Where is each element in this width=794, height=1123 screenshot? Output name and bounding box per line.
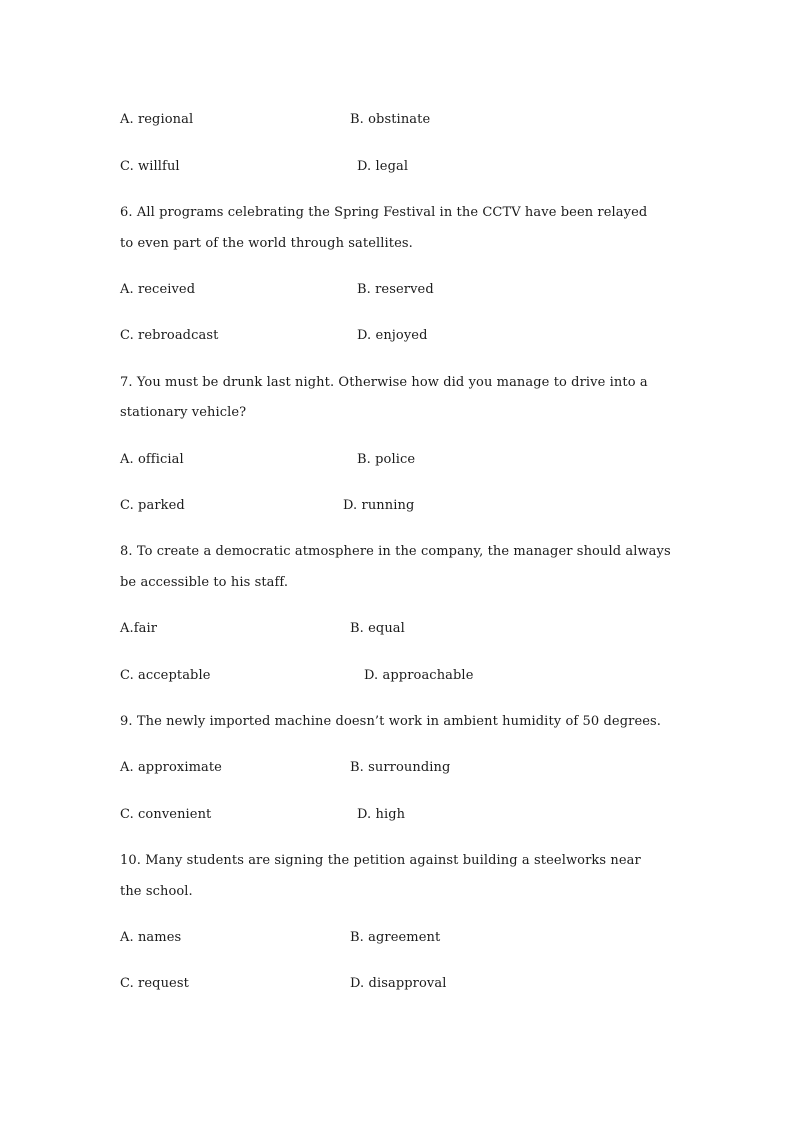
q9-option-d: D. high [357,807,406,822]
q8-option-d: D. approachable [364,668,474,683]
q5-option-d: D. legal [357,159,409,174]
q7-option-c: C. parked [120,498,185,513]
q7-option-b: B. police [357,452,416,467]
q10-option-d: D. disapproval [350,976,447,991]
q6-option-d: D. enjoyed [357,328,428,343]
q8-stem-line2: be accessible to his staff. [120,575,289,590]
q8-option-b: B. equal [350,621,405,636]
q8-stem-line1: 8. To create a democratic atmosphere in the company, the manager should always [120,544,671,559]
q7-stem-line1: 7. You must be drunk last night. Otherwise how did you manage to drive into a [120,375,648,390]
q8-option-a: A.fair [120,621,158,636]
q8-option-c: C. acceptable [120,668,211,683]
q9-stem-line1: 9. The newly imported machine doesn’t work in ambient humidity of 50 degrees. [120,714,662,729]
q7-stem-line2: stationary vehicle? [120,405,247,420]
q6-stem-line2: to even part of the world through satellites. [120,236,413,251]
q10-option-b: B. agreement [350,930,441,945]
q6-option-b: B. reserved [357,282,434,297]
q10-stem-line1: 10. Many students are signing the petition against building a steelworks near [120,853,641,868]
q6-option-c: C. rebroadcast [120,328,219,343]
q7-option-d: D. running [343,498,415,513]
q5-option-c: C. willful [120,159,180,174]
q5-option-a: A. regional [120,112,194,127]
q9-option-a: A. approximate [120,760,222,775]
q9-option-b: B. surrounding [350,760,451,775]
q9-option-c: C. convenient [120,807,212,822]
q5-option-b: B. obstinate [350,112,431,127]
q7-option-a: A. official [120,452,184,467]
q10-option-c: C. request [120,976,189,991]
q6-option-a: A. received [120,282,196,297]
q10-stem-line2: the school. [120,884,193,899]
q6-stem-line1: 6. All programs celebrating the Spring Festival in the CCTV have been relayed [120,205,648,220]
q10-option-a: A. names [120,930,182,945]
